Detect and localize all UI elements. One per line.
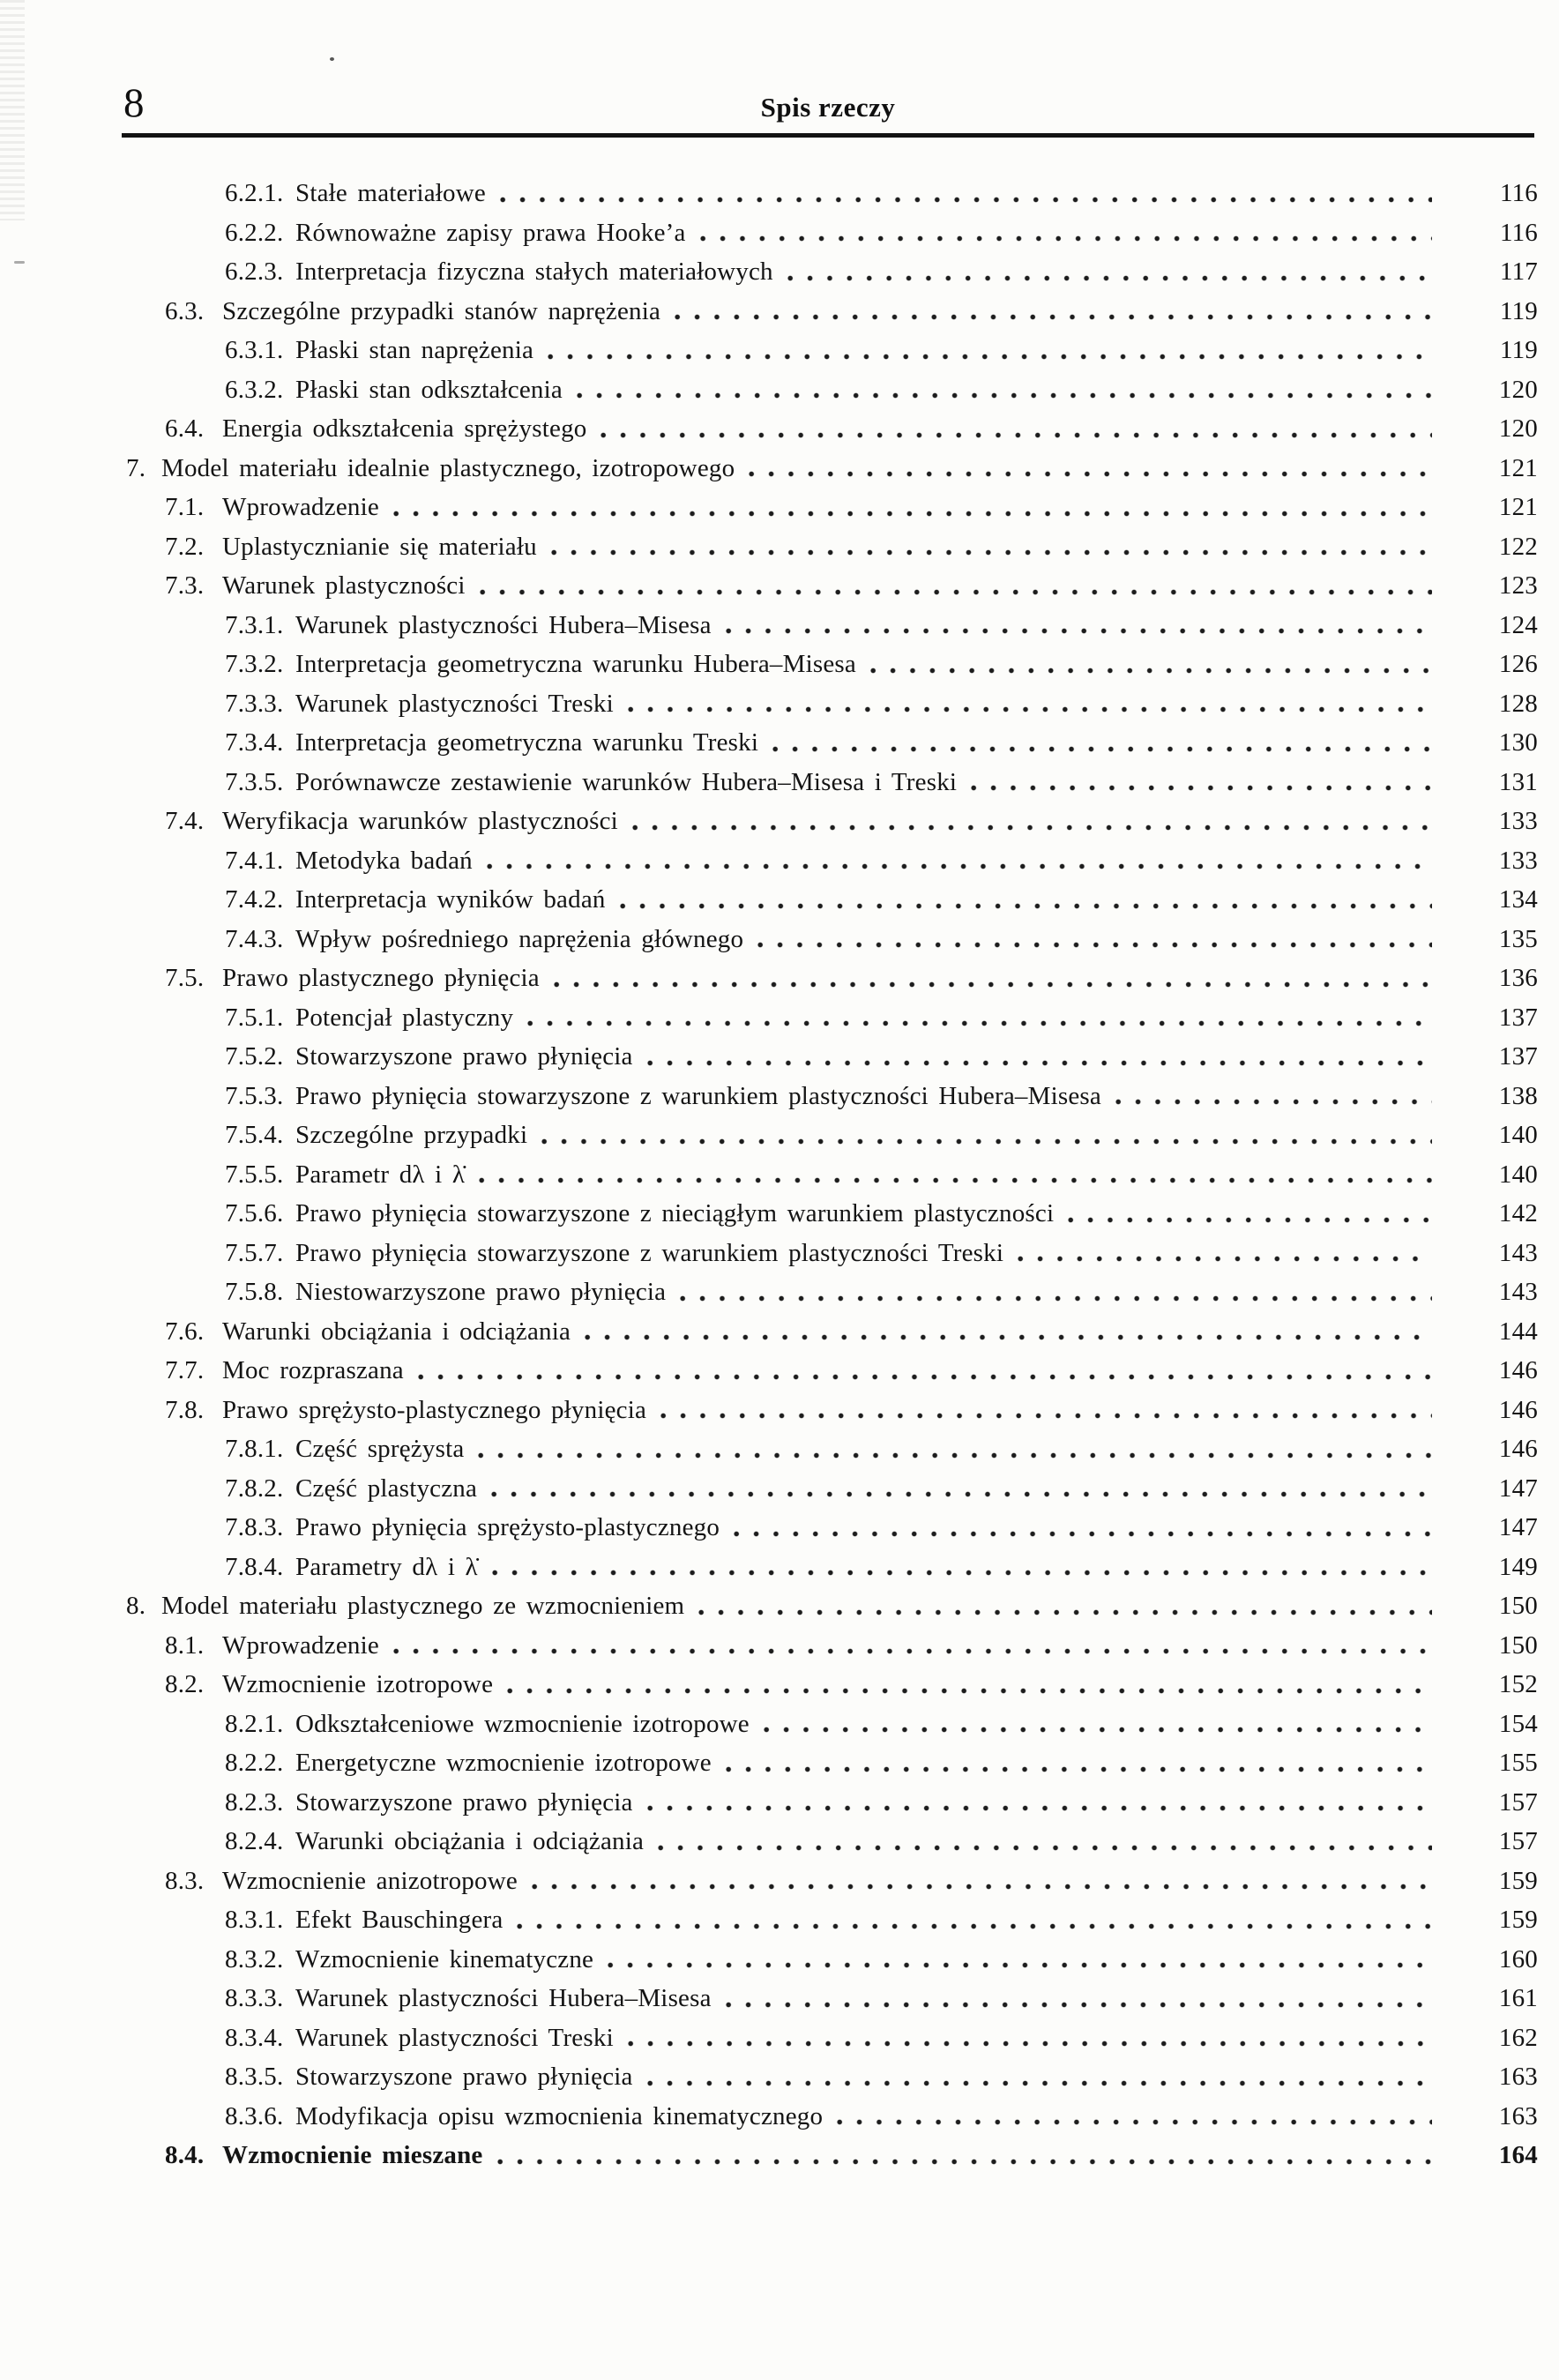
toc-entry-number: 7. (126, 453, 146, 482)
toc-entry-title: Moc rozpraszana (222, 1356, 404, 1384)
dot-leader (492, 1548, 1432, 1587)
toc-entry-number: 8.3.6. (225, 2101, 284, 2130)
toc-entry (0, 1155, 1559, 1195)
toc-entry-title: Interpretacja geometryczna warunku Treski (295, 728, 759, 757)
dot-leader (734, 1508, 1432, 1548)
dot-leader (698, 1586, 1432, 1626)
dot-leader (757, 920, 1432, 959)
toc-entry (0, 1272, 1559, 1312)
toc-entry-page: 138 (1498, 1081, 1538, 1110)
dot-leader (532, 1861, 1432, 1901)
toc-entry-title: Stowarzyszone prawo płynięcia (295, 1042, 633, 1071)
toc-entry-page: 128 (1498, 689, 1538, 718)
toc-entry (0, 998, 1559, 1038)
toc-entry-page: 152 (1498, 1670, 1538, 1698)
toc-entry-page: 133 (1498, 807, 1538, 835)
toc-entry-number: 7.3.1. (225, 610, 284, 639)
toc-entry-page: 140 (1498, 1121, 1538, 1149)
toc-entry-title: Płaski stan odkształcenia (295, 375, 563, 404)
toc-entry (0, 1626, 1559, 1666)
toc-entry-title: Potencjał plastyczny (295, 1003, 514, 1032)
toc-entry-number: 8. (126, 1592, 146, 1620)
toc-list (0, 174, 1559, 2175)
toc-entry-page: 121 (1498, 493, 1538, 521)
toc-entry-number: 7.5.5. (225, 1160, 284, 1189)
toc-entry (0, 1429, 1559, 1469)
toc-entry-number: 7.2. (165, 532, 205, 561)
toc-entry-title: Wzmocnienie kinematyczne (295, 1944, 594, 1973)
dot-leader (487, 841, 1432, 881)
toc-entry-page: 120 (1498, 375, 1538, 404)
toc-entry-number: 7.7. (165, 1356, 205, 1384)
toc-entry-title: Prawo płynięcia sprężysto-plastycznego (295, 1513, 720, 1541)
toc-entry-page: 137 (1498, 1042, 1538, 1071)
toc-entry-page: 130 (1498, 728, 1538, 757)
toc-entry-number: 7.8.3. (225, 1513, 284, 1541)
toc-entry-title: Prawo płynięcia stowarzyszone z nieciągłym warunkiem plastyczności (295, 1199, 1055, 1227)
toc-entry (0, 2097, 1559, 2137)
toc-entry-page: 163 (1498, 2101, 1538, 2130)
toc-entry (0, 331, 1559, 370)
toc-entry-number: 7.5.1. (225, 1003, 284, 1032)
toc-entry-page: 137 (1498, 1003, 1538, 1032)
toc-entry-title: Wzmocnienie anizotropowe (222, 1866, 518, 1895)
toc-entry (0, 1115, 1559, 1155)
toc-entry-number: 8.3.2. (225, 1944, 284, 1973)
toc-entry-page: 155 (1498, 1749, 1538, 1777)
toc-entry-title: Warunki obciążania i odciążania (295, 1827, 645, 1855)
toc-entry-number: 8.3.3. (225, 1984, 284, 2012)
toc-entry-number: 7.3.3. (225, 689, 284, 718)
toc-entry (0, 1783, 1559, 1823)
toc-entry (0, 645, 1559, 684)
toc-entry-number: 7.4. (165, 807, 205, 835)
toc-entry-title: Warunek plastyczności Treski (295, 689, 614, 718)
dot-leader (480, 566, 1432, 606)
dot-leader (660, 1391, 1432, 1430)
toc-entry-number: 7.8.4. (225, 1552, 284, 1581)
toc-entry (0, 409, 1559, 449)
toc-entry-number: 7.3.2. (225, 650, 284, 678)
toc-entry-page: 120 (1498, 414, 1538, 443)
dot-leader (541, 1115, 1432, 1155)
toc-entry-page: 124 (1498, 610, 1538, 639)
toc-entry-title: Efekt Bauschingera (295, 1906, 504, 1934)
toc-entry-page: 150 (1498, 1630, 1538, 1660)
dot-leader (787, 252, 1432, 292)
toc-entry (0, 684, 1559, 724)
dot-leader (726, 606, 1432, 645)
toc-entry (0, 1822, 1559, 1861)
toc-entry-page: 164 (1498, 2141, 1538, 2169)
toc-entry (0, 566, 1559, 606)
dot-leader (491, 1469, 1432, 1509)
toc-entry-number: 6.2.1. (225, 179, 284, 207)
dot-leader (620, 880, 1432, 920)
toc-entry-number: 7.8. (165, 1395, 205, 1424)
toc-entry (0, 880, 1559, 920)
toc-entry-number: 8.2.4. (225, 1827, 284, 1855)
toc-entry-number: 7.5.7. (225, 1238, 284, 1267)
toc-entry (0, 1979, 1559, 2018)
toc-entry-title: Warunek plastyczności (222, 571, 466, 600)
dot-leader (700, 213, 1432, 253)
toc-entry (0, 723, 1559, 763)
toc-entry-page: 144 (1498, 1317, 1538, 1346)
toc-entry (0, 1743, 1559, 1783)
dot-leader (554, 959, 1432, 998)
toc-entry-title: Stowarzyszone prawo płynięcia (295, 2063, 633, 2091)
page-number: 8 (123, 80, 145, 126)
toc-entry-title: Uplastycznianie się materiału (222, 532, 537, 561)
toc-entry-number: 7.4.2. (225, 885, 284, 914)
toc-entry-title: Warunek plastyczności Hubera–Misesa (295, 610, 712, 639)
dot-leader (577, 370, 1432, 410)
toc-entry (0, 2057, 1559, 2097)
toc-entry (0, 2136, 1559, 2175)
toc-entry-title: Wprowadzenie (222, 493, 379, 521)
toc-entry (0, 841, 1559, 881)
toc-entry (0, 1351, 1559, 1391)
toc-entry-page: 160 (1498, 1944, 1538, 1973)
dot-leader (551, 527, 1432, 567)
toc-entry (0, 802, 1559, 841)
toc-entry-page: 157 (1498, 1787, 1538, 1817)
toc-entry-title: Energetyczne wzmocnienie izotropowe (295, 1749, 712, 1777)
dot-leader (632, 802, 1432, 841)
toc-entry-number: 6.3.1. (225, 336, 284, 364)
toc-entry-title: Warunek plastyczności Treski (295, 2023, 614, 2052)
toc-entry-number: 6.3.2. (225, 375, 284, 404)
toc-entry (0, 1469, 1559, 1509)
toc-entry-number: 7.5. (165, 964, 205, 992)
toc-entry-page: 133 (1498, 846, 1538, 875)
toc-entry (0, 252, 1559, 292)
toc-entry (0, 213, 1559, 253)
toc-entry-title: Odkształceniowe wzmocnienie izotropowe (295, 1709, 750, 1738)
toc-entry-number: 7.4.3. (225, 924, 284, 953)
dot-leader (628, 2018, 1432, 2058)
toc-entry-page: 146 (1498, 1356, 1538, 1384)
toc-entry-number: 7.8.1. (225, 1435, 284, 1463)
toc-entry-page: 143 (1498, 1238, 1538, 1267)
toc-entry (0, 1900, 1559, 1940)
toc-entry-page: 126 (1498, 650, 1538, 678)
dot-leader (647, 2057, 1432, 2097)
toc-entry-title: Prawo płynięcia stowarzyszone z warunkiem plastyczności Hubera–Misesa (295, 1081, 1101, 1110)
toc-entry (0, 370, 1559, 410)
dot-leader (726, 1743, 1432, 1783)
toc-entry (0, 920, 1559, 959)
toc-entry-page: 121 (1498, 453, 1538, 482)
toc-entry (0, 1586, 1559, 1626)
dot-leader (507, 1665, 1432, 1705)
toc-entry-number: 6.4. (165, 414, 205, 443)
toc-entry-page: 163 (1498, 2063, 1538, 2091)
toc-entry-title: Prawo sprężysto-plastycznego płynięcia (222, 1395, 647, 1424)
dot-leader (971, 763, 1432, 802)
toc-entry-page: 119 (1499, 296, 1538, 325)
dot-leader (837, 2097, 1432, 2137)
toc-entry (0, 1077, 1559, 1116)
dot-leader (675, 292, 1432, 332)
toc-entry-page: 143 (1498, 1278, 1538, 1306)
header-rule (122, 133, 1534, 138)
toc-entry-title: Stałe materiałowe (295, 179, 486, 207)
toc-entry-page: 146 (1498, 1395, 1538, 1424)
dot-leader (600, 409, 1432, 449)
toc-entry-title: Część sprężysta (295, 1435, 465, 1463)
dot-leader (1115, 1077, 1432, 1116)
toc-entry (0, 1861, 1559, 1901)
dot-leader (726, 1979, 1432, 2018)
toc-entry-title: Interpretacja fizyczna stałych materiałowych (295, 257, 773, 286)
toc-entry-number: 8.3.1. (225, 1906, 284, 1934)
toc-entry-page: 119 (1499, 336, 1538, 364)
dot-leader (527, 998, 1432, 1038)
toc-entry-number: 8.3. (165, 1866, 205, 1895)
toc-entry-page: 134 (1498, 885, 1538, 914)
toc-entry-page: 122 (1498, 532, 1538, 561)
toc-entry-title: Wzmocnienie izotropowe (222, 1670, 494, 1698)
toc-entry-title: Energia odkształcenia sprężystego (222, 414, 587, 443)
toc-entry-page: 150 (1498, 1592, 1538, 1620)
dot-leader (548, 331, 1432, 370)
toc-entry (0, 449, 1559, 489)
dot-leader (497, 2136, 1432, 2175)
dot-leader (517, 1900, 1432, 1940)
toc-entry (0, 1940, 1559, 1980)
toc-entry-page: 117 (1499, 257, 1538, 286)
toc-entry-number: 8.2.3. (225, 1787, 284, 1817)
toc-entry-page: 142 (1498, 1199, 1538, 1227)
toc-entry (0, 1037, 1559, 1077)
dot-leader (680, 1272, 1432, 1312)
toc-entry-title: Interpretacja wyników badań (295, 885, 606, 914)
dot-leader (418, 1351, 1432, 1391)
toc-entry-title: Wzmocnienie mieszane (222, 2141, 483, 2169)
toc-entry-title: Model materiału plastycznego ze wzmocnieniem (161, 1592, 685, 1620)
toc-entry-number: 7.5.2. (225, 1042, 284, 1071)
toc-entry-title: Weryfikacja warunków plastyczności (222, 807, 618, 835)
toc-entry-number: 6.3. (165, 296, 205, 325)
dot-leader (393, 1626, 1432, 1666)
dot-leader (479, 1155, 1432, 1195)
toc-entry-number: 7.3. (165, 571, 205, 600)
toc-entry (0, 1194, 1559, 1234)
toc-entry (0, 1548, 1559, 1587)
toc-entry-number: 7.4.1. (225, 846, 284, 875)
toc-entry-page: 159 (1498, 1866, 1538, 1895)
toc-entry (0, 606, 1559, 645)
toc-entry-number: 7.5.6. (225, 1199, 284, 1227)
toc-entry (0, 1234, 1559, 1273)
toc-entry-title: Model materiału idealnie plastycznego, izotropowego (161, 453, 735, 482)
toc-entry-number: 7.3.4. (225, 728, 284, 757)
toc-entry-page: 159 (1498, 1906, 1538, 1934)
dot-leader (870, 645, 1432, 684)
toc-entry-page: 140 (1498, 1160, 1538, 1189)
toc-entry-title: Metodyka badań (295, 846, 473, 875)
toc-entry-page: 162 (1498, 2023, 1538, 2052)
toc-entry-number: 6.2.3. (225, 257, 284, 286)
toc-entry-number: 7.3.5. (225, 767, 284, 796)
toc-entry-page: 116 (1499, 179, 1538, 207)
toc-entry-title: Wprowadzenie (222, 1630, 379, 1660)
dot-leader (393, 488, 1432, 527)
toc-entry-page: 136 (1498, 964, 1538, 992)
dot-leader (749, 449, 1432, 489)
toc-entry-title: Szczególne przypadki stanów naprężenia (222, 296, 661, 325)
toc-entry-title: Stowarzyszone prawo płynięcia (295, 1787, 633, 1817)
dot-leader (585, 1312, 1432, 1352)
toc-entry-title: Warunek plastyczności Hubera–Misesa (295, 1984, 712, 2012)
toc-entry-page: 116 (1499, 218, 1538, 247)
toc-entry-title: Wpływ pośredniego naprężenia głównego (295, 924, 744, 953)
toc-entry (0, 763, 1559, 802)
toc-entry-number: 6.2.2. (225, 218, 284, 247)
toc-entry-number: 8.3.4. (225, 2023, 284, 2052)
toc-entry-number: 8.2. (165, 1670, 205, 1698)
toc-entry-title: Interpretacja geometryczna warunku Hubera–Misesa (295, 650, 856, 678)
toc-entry (0, 1665, 1559, 1705)
toc-entry-number: 7.8.2. (225, 1474, 284, 1503)
toc-entry-page: 147 (1498, 1474, 1538, 1503)
toc-entry-title: Parametry dλ i λ̇ (295, 1552, 478, 1581)
toc-entry-page: 146 (1498, 1435, 1538, 1463)
toc-entry-page: 154 (1498, 1709, 1538, 1738)
toc-entry-number: 8.4. (165, 2141, 205, 2169)
toc-entry (0, 1508, 1559, 1548)
toc-entry-title: Część plastyczna (295, 1474, 478, 1503)
dot-leader (647, 1037, 1432, 1077)
toc-entry-number: 7.5.8. (225, 1278, 284, 1306)
toc-entry (0, 174, 1559, 213)
page-title: Spis rzeczy (760, 92, 896, 123)
toc-entry-page: 147 (1498, 1513, 1538, 1541)
toc-entry-page: 123 (1498, 571, 1538, 600)
toc-entry-page: 149 (1498, 1552, 1538, 1581)
toc-entry-title: Szczególne przypadki (295, 1121, 528, 1149)
toc-entry (0, 1312, 1559, 1352)
toc-entry (0, 527, 1559, 567)
toc-entry-number: 7.5.4. (225, 1121, 284, 1149)
toc-entry-title: Porównawcze zestawienie warunków Hubera–Misesa i Treski (295, 767, 958, 796)
dot-leader (764, 1705, 1432, 1744)
toc-entry-title: Płaski stan naprężenia (295, 336, 534, 364)
toc-entry-number: 7.5.3. (225, 1081, 284, 1110)
toc-entry-number: 7.1. (165, 493, 205, 521)
toc-entry (0, 1705, 1559, 1744)
dot-leader (647, 1783, 1432, 1823)
dot-leader (478, 1429, 1432, 1469)
toc-entry (0, 1391, 1559, 1430)
dot-leader (772, 723, 1432, 763)
dot-leader (1068, 1194, 1432, 1234)
toc-entry-number: 7.6. (165, 1317, 205, 1346)
toc-entry-title: Prawo płynięcia stowarzyszone z warunkiem plastyczności Treski (295, 1238, 1004, 1267)
toc-entry-number: 8.3.5. (225, 2063, 284, 2091)
toc-entry-title: Warunki obciążania i odciążania (222, 1317, 571, 1346)
toc-entry-title: Niestowarzyszone prawo płynięcia (295, 1278, 667, 1306)
toc-entry (0, 2018, 1559, 2058)
toc-entry (0, 959, 1559, 998)
toc-entry-page: 131 (1498, 767, 1538, 796)
page-header (122, 0, 1534, 133)
toc-entry-title: Prawo plastycznego płynięcia (222, 964, 540, 992)
toc-entry (0, 292, 1559, 332)
toc-entry-page: 135 (1498, 924, 1538, 953)
toc-entry-page: 157 (1498, 1827, 1538, 1855)
dot-leader (1018, 1234, 1432, 1273)
toc-entry (0, 488, 1559, 527)
dot-leader (658, 1822, 1432, 1861)
dot-leader (608, 1940, 1432, 1980)
toc-entry-title: Parametr dλ i λ̇ (295, 1160, 466, 1189)
toc-entry-title: Równoważne zapisy prawa Hooke’a (295, 218, 686, 247)
toc-entry-number: 8.2.1. (225, 1709, 284, 1738)
toc-entry-page: 161 (1498, 1984, 1538, 2012)
dot-leader (628, 684, 1432, 724)
toc-entry-number: 8.1. (165, 1630, 205, 1660)
toc-entry-number: 8.2.2. (225, 1749, 284, 1777)
toc-entry-title: Modyfikacja opisu wzmocnienia kinematycznego (295, 2101, 824, 2130)
dot-leader (500, 174, 1432, 213)
